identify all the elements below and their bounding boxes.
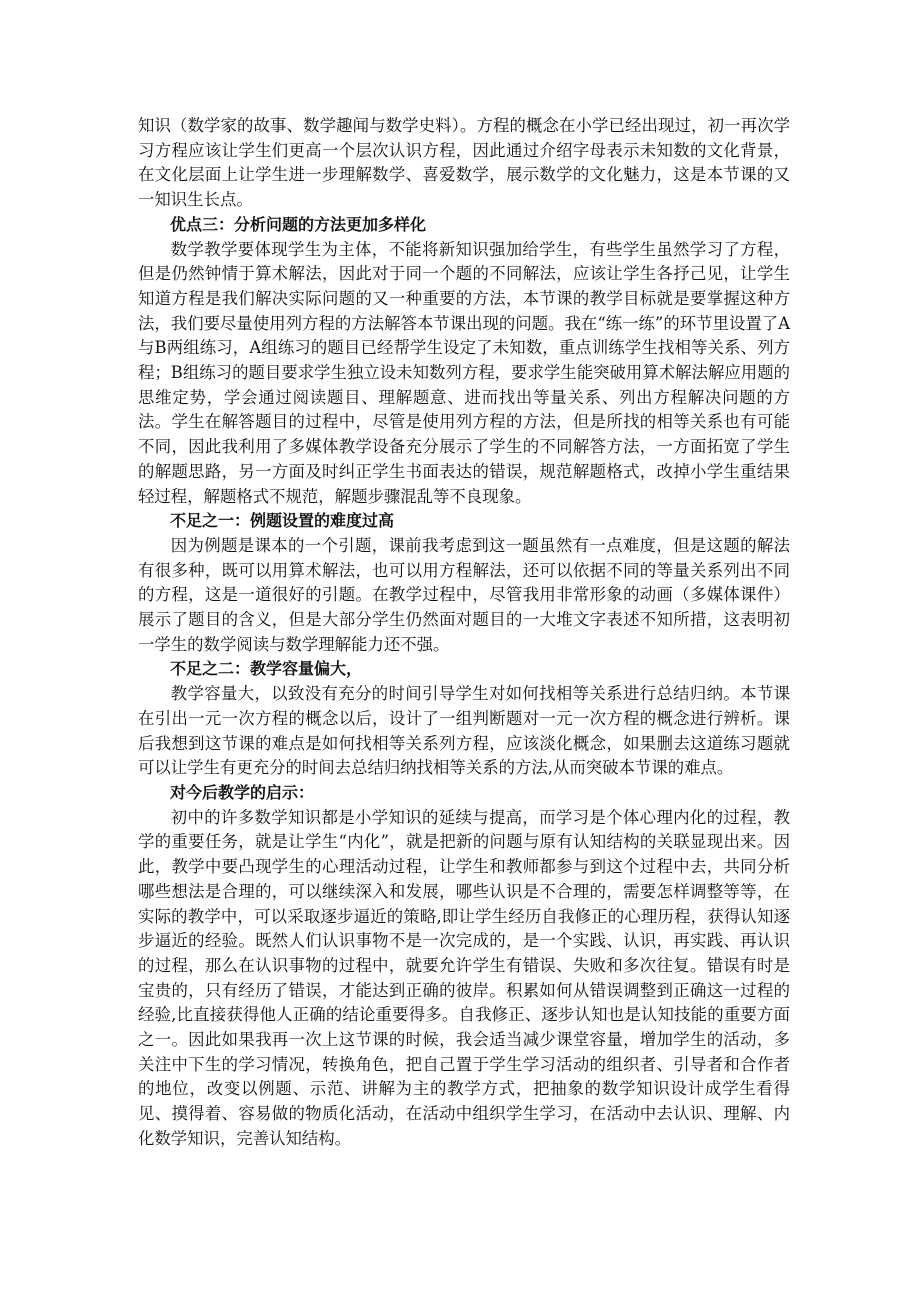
section-heading-advantage-3: 优点三：分析问题的方法更加多样化 <box>170 214 427 234</box>
document-page <box>138 114 790 1152</box>
section-body-shortcoming-1: 因为例题是课本的一个引题，课前我考虑到这一题虽然有一点难度，但是这题的解法有很多种，既可以用算术解法，也可以用方程解法，还可以依据不同的等量关系列出不同的方程，这是一道很好的引题。在教学过程中，尽管我用非常形象的动画（多媒体课件）展示了题目的含义，但是大部分学生仍然面对题目的一大堆文字表述不知所措，这表明初一学生的数学阅读与数学理解能力还不强。 <box>138 535 790 654</box>
intro-paragraph: 知识（数学家的故事、数学趣闻与数学史料）。方程的概念在小学已经出现过，初一再次学习方程应该让学生们更高一个层次认识方程，因此通过介绍字母表示未知数的文化背景，在文化层面上让学生进一步理解数学、喜爱数学，展示数学的文化魅力，这是本节课的又一知识生长点。 <box>138 116 790 210</box>
section-heading-shortcoming-2: 不足之二：教学容量偏大， <box>170 659 363 679</box>
section-body-advantage-3: 数学教学要体现学生为主体，不能将新知识强加给学生，有些学生虽然学习了方程，但是仍然钟情于算术解法，因此对于同一个题的不同解法，应该让学生各抒己见，让学生知道方程是我们解决实际问题的又一种重要的方法，本节课的教学目标就是要掌握这种方法，我们要尽量使用列方程的方法解答本节课出现的问题。我在“练一练”的环节里设置了A与B两组练习，A组练习的题目已经帮学生设定了未知数，重点训练学生找相等关系、列方程；B组练习的题目要求学生独立设未知数列方程，要求学生能突破用算术解法解应用题的思维定势，学会通过阅读题目、理解题意、进而找出等量关系、列出方程解决问题的方法。学生在解答题目的过程中，尽管是使用列方程的方法，但是所找的相等关系也有可能不同，因此我利用了多媒体教学设备充分展示了学生的不同解答方法，一方面拓宽了学生的解题思路，另一方面及时纠正学生书面表达的错误，规范解题格式，改掉小学生重结果轻过程，解题格式不规范，解题步骤混乱等不良现象。 <box>138 239 790 506</box>
section-heading-future-insights: 对今后教学的启示： <box>170 782 315 802</box>
section-heading-shortcoming-1: 不足之一：例题设置的难度过高 <box>170 511 395 531</box>
section-body-future-insights: 初中的许多数学知识都是小学知识的延续与提高，而学习是个体心理内化的过程，教学的重要任务，就是让学生“内化”，就是把新的问题与原有认知结构的关联显现出来。因此，教学中要凸现学生的心理活动过程，让学生和教师都参与到这个过程中去，共同分析哪些想法是合理的，可以继续深入和发展，哪些认识是不合理的，需要怎样调整等等，在实际的教学中，可以采取逐步逼近的策略,即让学生经历自我修正的心理历程，获得认知逐步逼近的经验。既然人们认识事物不是一次完成的，是一个实践、认识，再实践、再认识的过程，那么在认识事物的过程中，就要允许学生有错误、失败和多次往复。错误有时是宝贵的，只有经历了错误，才能达到正确的彼岸。积累如何从错误调整到正确这一过程的经验,比直接获得他人正确的结论重要得多。自我修正、逐步认知也是认知技能的重要方面之一。因此如果我再一次上这节课的时候，我会适当减少课堂容量，增加学生的活动，多关注中下生的学习情况，转换角色，把自己置于学生学习活动的组织者、引导者和合作者的地位，改变以例题、示范、讲解为主的教学方式，把抽象的数学知识设计成学生看得见、摸得着、容易做的物质化活动，在活动中组织学生学习，在活动中去认识、理解、内化数学知识，完善认知结构。 <box>138 807 790 1148</box>
section-body-shortcoming-2: 教学容量大，以致没有充分的时间引导学生对如何找相等关系进行总结归纳。本节课在引出一元一次方程的概念以后，设计了一组判断题对一元一次方程的概念进行辨析。课后我想到这节课的难点是如何找相等关系列方程，应该淡化概念，如果删去这道练习题就可以让学生有更充分的时间去总结归纳找相等关系的方法,从而突破本节课的难点。 <box>138 684 790 778</box>
